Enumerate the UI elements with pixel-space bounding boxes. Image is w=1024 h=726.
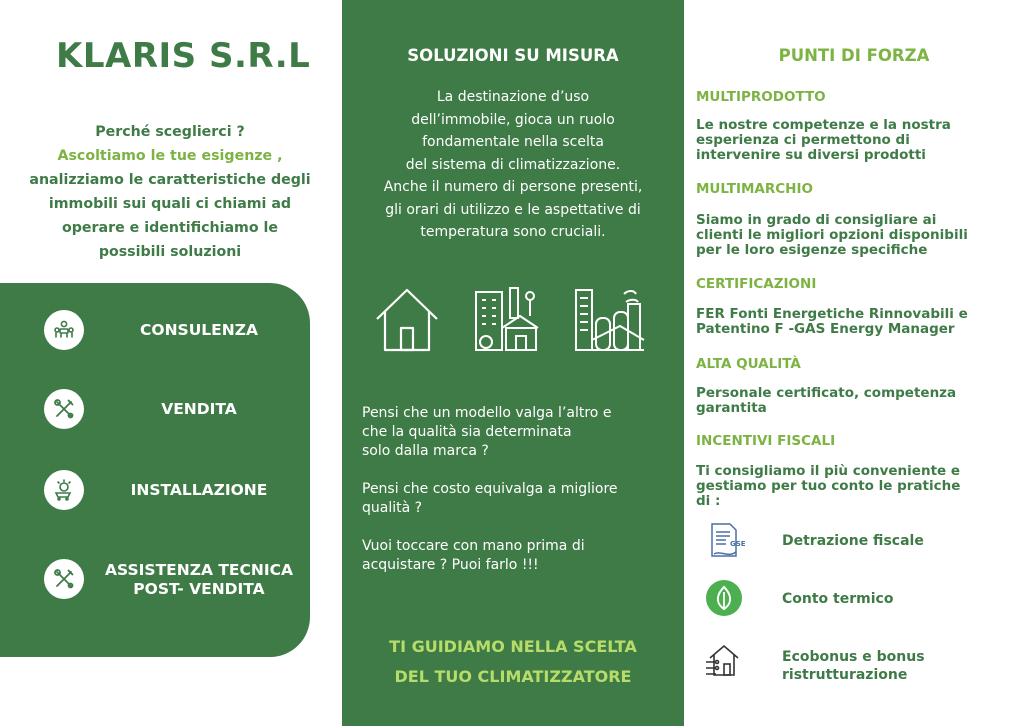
feature-heading: INCENTIVI FISCALI (696, 433, 836, 449)
intro-line: del sistema di climatizzazione. (405, 156, 621, 173)
feature-line: intervenire su diversi prodotti (696, 147, 926, 163)
feature-text (696, 464, 1016, 509)
call-to-action (342, 632, 684, 692)
svg-text:GSE: GSE (730, 540, 746, 548)
intro-text (10, 120, 330, 264)
incentive-label-line: Ecobonus e bonus (782, 649, 925, 665)
intro-line: La destinazione d’uso (436, 89, 590, 105)
feature-text (696, 386, 1016, 416)
right-panel (684, 0, 1024, 726)
feature-line: esperienza ci permettono di (696, 132, 910, 148)
intro-line: dell’immobile, gioca un ruolo (411, 111, 615, 128)
feature-line: Personale certificato, competenza (696, 385, 957, 401)
incentive-label: Conto termico (782, 591, 894, 607)
service-installazione (0, 460, 310, 520)
intro-line: operare e identifichiamo le (61, 220, 279, 236)
consulting-icon (44, 310, 84, 350)
feature-line: Siamo in grado di consigliare ai (696, 212, 937, 228)
question-line: qualità ? (362, 500, 423, 516)
question-cost (362, 480, 672, 518)
service-label-line: ASSISTENZA TECNICA (105, 561, 293, 579)
intro-line: Anche il numero di persone presenti, (383, 179, 643, 195)
services-panel (0, 283, 310, 657)
service-label: VENDITA (161, 400, 237, 418)
feature-line: FER Fonti Energetiche Rinnovabili e (696, 306, 968, 322)
question-line: solo dalla marca ? (362, 443, 489, 459)
intro-highlight: Ascoltiamo le tue esigenze , (57, 148, 283, 164)
intro-line: analizziamo le caratteristiche degli (29, 172, 311, 188)
service-vendita (0, 379, 310, 439)
leaf-icon (704, 578, 744, 618)
question-try (362, 537, 672, 575)
incentive-detrazione (694, 520, 1014, 564)
feature-text (696, 307, 1016, 337)
tools-icon (44, 559, 84, 599)
feature-text (696, 213, 1016, 258)
middle-panel (342, 0, 684, 726)
left-panel (0, 0, 342, 726)
cta-line: TI GUIDIAMO NELLA SCELTA (389, 637, 637, 656)
installation-icon (44, 470, 84, 510)
incentive-ecobonus (694, 640, 1014, 684)
house-icon (372, 284, 442, 354)
feature-heading: MULTIMARCHIO (696, 181, 813, 197)
service-label (92, 561, 306, 599)
service-label: CONSULENZA (140, 321, 258, 339)
feature-line: gestiamo per tuo conto le pratiche (696, 478, 961, 494)
buildings-icon (472, 284, 542, 354)
question-line: acquistare ? Puoi farlo !!! (362, 557, 539, 573)
feature-heading: MULTIPRODOTTO (696, 89, 826, 105)
tools-icon (44, 389, 84, 429)
question-line: che la qualità sia determinata (362, 424, 572, 440)
question-line: Pensi che un modello valga l’altro e (362, 405, 612, 421)
service-label: INSTALLAZIONE (130, 481, 268, 499)
feature-heading: ALTA QUALITÀ (696, 356, 801, 372)
factory-icon (572, 284, 646, 354)
brand-title: KLARIS S.R.L (56, 36, 311, 76)
right-title: PUNTI DI FORZA (778, 46, 930, 65)
feature-heading: CERTIFICAZIONI (696, 276, 817, 292)
intro-line: gli orari di utilizzo e le aspettative di (385, 201, 641, 218)
building-icons (372, 284, 662, 360)
incentive-label-line: ristrutturazione (782, 667, 908, 683)
feature-line: Le nostre competenze e la nostra (696, 117, 951, 133)
incentive-conto-termico (694, 578, 1014, 622)
feature-line: garantita (696, 400, 767, 416)
question-line: Pensi che costo equivalga a migliore (362, 481, 618, 497)
gse-document-icon (704, 520, 744, 560)
question-quality (362, 404, 672, 461)
service-label-line: POST- VENDITA (133, 580, 265, 598)
question-line: Vuoi toccare con mano prima di (362, 538, 585, 554)
intro-line: temperatura sono cruciali. (420, 224, 606, 240)
incentive-label: Detrazione fiscale (782, 533, 924, 549)
intro-line: possibili soluzioni (98, 244, 242, 260)
middle-title: SOLUZIONI SU MISURA (407, 46, 619, 65)
feature-line: Ti consigliamo il più conveniente e (696, 463, 961, 479)
cta-line: DEL TUO CLIMATIZZATORE (394, 667, 632, 686)
intro-line: immobili sui quali ci chiami ad (48, 196, 292, 212)
smart-house-icon (704, 640, 744, 680)
incentive-label (782, 648, 925, 684)
intro-line: fondamentale nella scelta (422, 134, 604, 150)
intro-question: Perché sceglierci ? (95, 124, 245, 140)
service-consulenza (0, 300, 310, 360)
feature-line: di : (696, 493, 721, 509)
feature-text (696, 118, 1016, 163)
service-assistenza (0, 549, 310, 609)
middle-intro (352, 86, 674, 240)
feature-line: Patentino F -GAS Energy Manager (696, 321, 955, 337)
feature-line: per le loro esigenze specifiche (696, 242, 928, 258)
feature-line: clienti le migliori opzioni disponibili (696, 227, 968, 243)
